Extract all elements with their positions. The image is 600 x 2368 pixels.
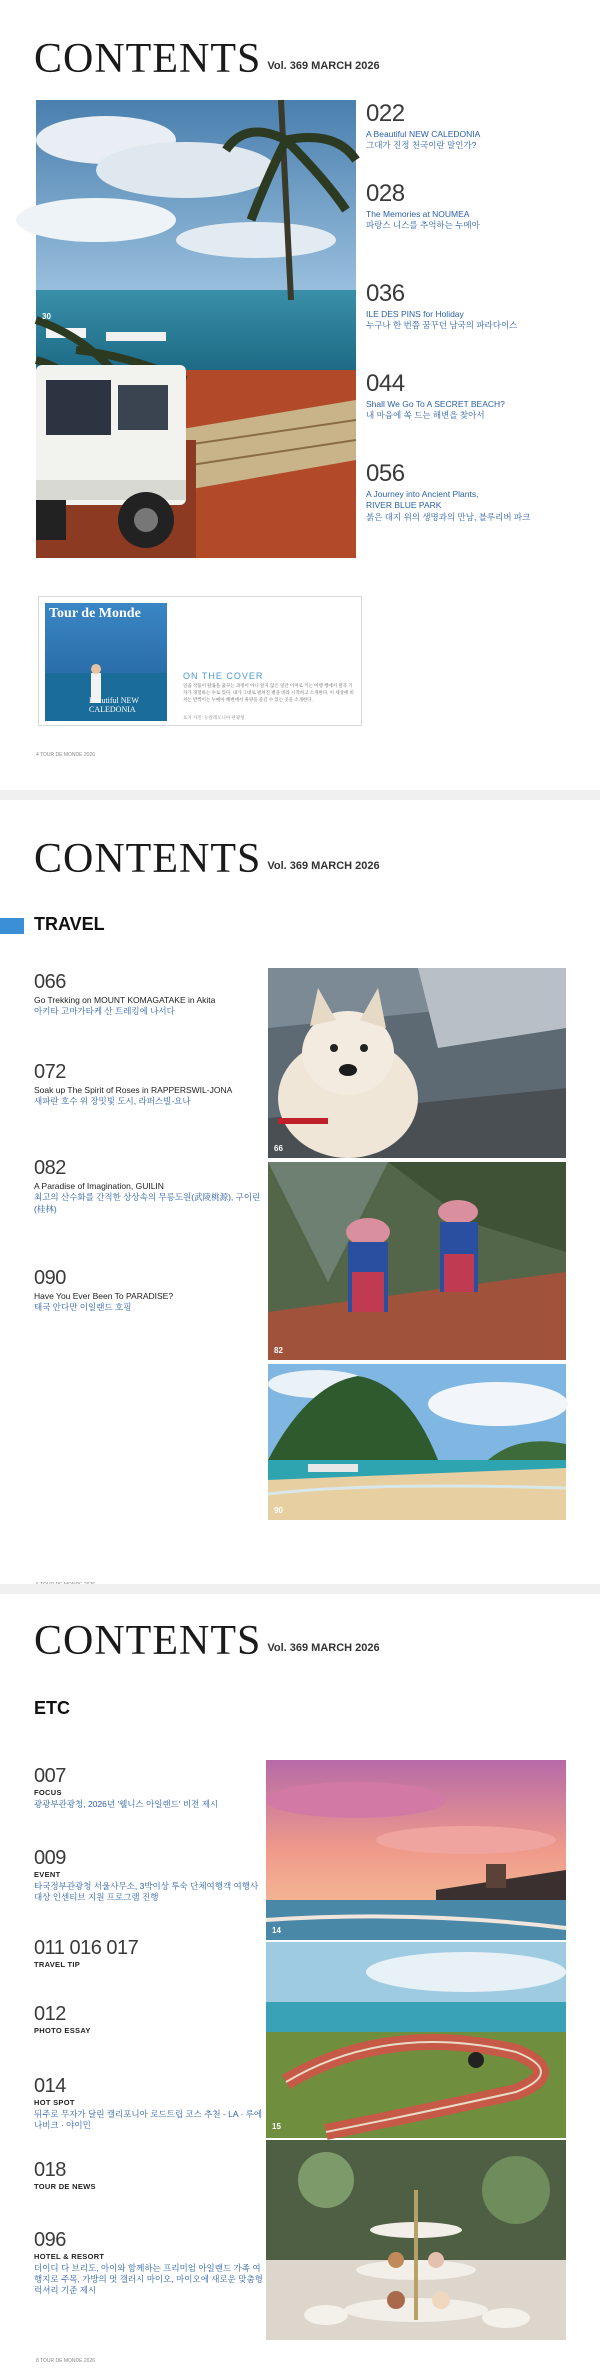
toc-title-en: A Paradise of Imagination, GUILIN xyxy=(34,1181,164,1191)
photo-page-tag: 66 xyxy=(274,1144,283,1153)
cover-line: Beautiful NEW CALEDONIA xyxy=(89,696,139,714)
toc-title-en: Have You Ever Been To PARADISE? xyxy=(34,1291,174,1301)
photo-andaman-beach xyxy=(268,1364,566,1520)
toc-item[interactable] xyxy=(34,1268,264,1314)
masthead xyxy=(34,838,380,880)
toc-page-number: 018 xyxy=(34,2159,66,2181)
toc-category: TRAVEL TIP xyxy=(34,1960,81,1969)
toc-page-number: 082 xyxy=(34,1157,66,1179)
toc-item[interactable] xyxy=(366,182,576,232)
toc-title-en: A Beautiful NEW CALEDONIA xyxy=(366,129,481,139)
toc-item[interactable] xyxy=(34,2160,264,2193)
hero-photo-new-caledonia xyxy=(36,100,356,558)
toc-title-en: ILE DES PINS for Holiday xyxy=(366,309,464,319)
toc-page-number: 009 xyxy=(34,1847,66,1869)
toc-page-number: 028 xyxy=(366,180,405,207)
toc-title-en: Shall We Go To A SECRET BEACH? xyxy=(366,399,505,409)
toc-item[interactable] xyxy=(34,1938,264,1971)
photo-guilin-women xyxy=(268,1162,566,1360)
photo-sunset-coast xyxy=(266,1760,566,1940)
toc-page-number: 044 xyxy=(366,370,405,397)
toc-category: TOUR DE NEWS xyxy=(34,2182,96,2191)
masthead xyxy=(34,38,380,80)
toc-item[interactable] xyxy=(34,1062,264,1108)
toc-title-ko: 뒤주로 무자가 달린 캘리포니아 로드트립 코스 추천 - LA · 루에나비크 · 야이민 xyxy=(34,2108,263,2130)
toc-page-number: 090 xyxy=(34,1267,66,1289)
masthead-word: CONTENTS xyxy=(34,1618,262,1664)
photo-page-tag: 82 xyxy=(274,1346,283,1355)
toc-title-ko: 새파란 호수 위 장밋빛 도시, 라퍼스빌-요나 xyxy=(34,1096,191,1107)
toc-page-number: 011 016 017 xyxy=(34,1937,139,1959)
contents-page-2 xyxy=(0,800,600,1584)
cover-title: ON THE COVER xyxy=(183,671,264,681)
contents-page-3 xyxy=(0,1594,600,2368)
toc-item[interactable] xyxy=(366,102,576,152)
toc-item[interactable] xyxy=(34,1848,264,1903)
issue-label: Vol. 369 MARCH 2026 xyxy=(267,860,380,872)
contents-page-1 xyxy=(0,0,600,790)
toc-title-en: The Memories at NOUMEA xyxy=(366,209,470,219)
cover-description: 일곱 작품이 탈률을 꿈꾸는 과정이 아니 알지 않은 일간 이미로 키는 여행 행에서 탈곡 기자가 경험하는 수로 있다. 내가 그대로 펼쳐진 별을 바라 시작하고 소개한다. 이 세상에 비치는 반짝이는 누메아 해변에서 휴양을 즐길 수 있는 곳을 소개한다. xyxy=(183,683,354,702)
page-folio: 8 TOUR DE MONDE 2026 xyxy=(36,2358,96,2364)
masthead-word: CONTENTS xyxy=(34,36,262,82)
section-marker xyxy=(0,918,24,934)
toc-item[interactable] xyxy=(34,972,264,1018)
toc-title-ko: 더이디 다 브리도, 아이와 함께하는 프리미엄 아일랜드 가족 여행지로 주목, 가방의 멋 갤러시 마이오, 마이오에 새로운 맞춤형 럭셔리 기준 제시 xyxy=(34,2262,263,2296)
toc-category: HOTEL & RESORT xyxy=(34,2252,105,2261)
photo-winding-road xyxy=(266,1942,566,2138)
toc-title-en: A Journey into Ancient Plants, RIVER BLUE PARK xyxy=(366,489,479,511)
issue-label: Vol. 369 MARCH 2026 xyxy=(267,1642,380,1654)
toc-title-ko: 타국정부관광청 서울사무소, 3박이상 투숙 단체여행객 여행사 대상 인센티브 지원 프로그램 진행 xyxy=(34,1880,259,1902)
page-divider xyxy=(0,1584,600,1594)
cover-credit: 표지 사진: 뉴칼레도니아 관광청 xyxy=(183,715,245,720)
cover-logo: Tour de Monde xyxy=(49,606,141,621)
toc-page-number: 036 xyxy=(366,280,405,307)
toc-category: EVENT xyxy=(34,1870,61,1879)
toc-page-number: 096 xyxy=(34,2229,66,2251)
toc-item[interactable] xyxy=(34,1158,264,1215)
photo-afternoon-tea xyxy=(266,2140,566,2340)
toc-category: PHOTO ESSAY xyxy=(34,2026,91,2035)
toc-title-en: Go Trekking on MOUNT KOMAGATAKE in Akita xyxy=(34,995,216,1005)
section-title-travel: TRAVEL xyxy=(34,914,105,934)
toc-title-en: Soak up The Spirit of Roses in RAPPERSWIL-JONA xyxy=(34,1085,233,1095)
toc-item[interactable] xyxy=(366,282,576,332)
toc-title-ko: 광광부관광청, 2026년 '웰니스 아일랜드' 비전 제시 xyxy=(34,1798,219,1809)
toc-title-ko: 누구나 한 번쯤 꿈꾸던 남국의 파라다이스 xyxy=(366,320,518,331)
toc-page-number: 022 xyxy=(366,100,405,127)
toc-title-ko: 최고의 산수화를 간직한 상상속의 무릉도원(武陵桃源), 구이린(桂林) xyxy=(34,1192,261,1214)
masthead-word: CONTENTS xyxy=(34,836,262,882)
photo-page-tag: 15 xyxy=(272,2122,281,2131)
issue-label: Vol. 369 MARCH 2026 xyxy=(267,60,380,72)
cover-thumbnail[interactable] xyxy=(45,603,167,721)
toc-title-ko: 파랑스 니스를 추억하는 누메아 xyxy=(366,220,480,231)
toc-title-ko: 태국 안다만 이일랜드 호핑 xyxy=(34,1302,132,1313)
toc-title-ko: 붉은 대지 위의 생명과의 만남, 블루리버 파크 xyxy=(366,511,531,522)
photo-page-tag: 14 xyxy=(272,1926,281,1935)
toc-page-number: 014 xyxy=(34,2075,66,2097)
toc-category: FOCUS xyxy=(34,1788,62,1797)
on-the-cover-box xyxy=(38,596,362,726)
toc-item[interactable] xyxy=(366,462,576,523)
photo-page-tag: 90 xyxy=(274,1506,283,1515)
page-folio: 4 TOUR DE MONDE 2026 xyxy=(36,752,96,758)
toc-title-ko: 내 마음에 쏙 드는 해변을 찾아서 xyxy=(366,410,485,421)
photo-akita-dog xyxy=(268,968,566,1158)
section-title-etc: ETC xyxy=(34,1698,70,1718)
toc-item[interactable] xyxy=(34,2230,264,2297)
toc-title-ko: 그대가 진정 천국이란 말인가? xyxy=(366,140,477,151)
toc-item[interactable] xyxy=(34,2004,264,2037)
toc-item[interactable] xyxy=(34,2076,264,2131)
toc-page-number: 007 xyxy=(34,1765,66,1787)
photo-page-tag: 30 xyxy=(42,312,51,321)
toc-page-number: 072 xyxy=(34,1061,66,1083)
toc-page-number: 012 xyxy=(34,2003,66,2025)
masthead xyxy=(34,1620,380,1662)
toc-title-ko: 아키타 고마가타케 산 트레킹에 나서다 xyxy=(34,1006,175,1017)
toc-item[interactable] xyxy=(366,372,576,422)
page-divider xyxy=(0,790,600,800)
toc-category: HOT SPOT xyxy=(34,2098,75,2107)
toc-page-number: 056 xyxy=(366,460,405,487)
toc-page-number: 066 xyxy=(34,971,66,993)
toc-item[interactable] xyxy=(34,1766,264,1810)
